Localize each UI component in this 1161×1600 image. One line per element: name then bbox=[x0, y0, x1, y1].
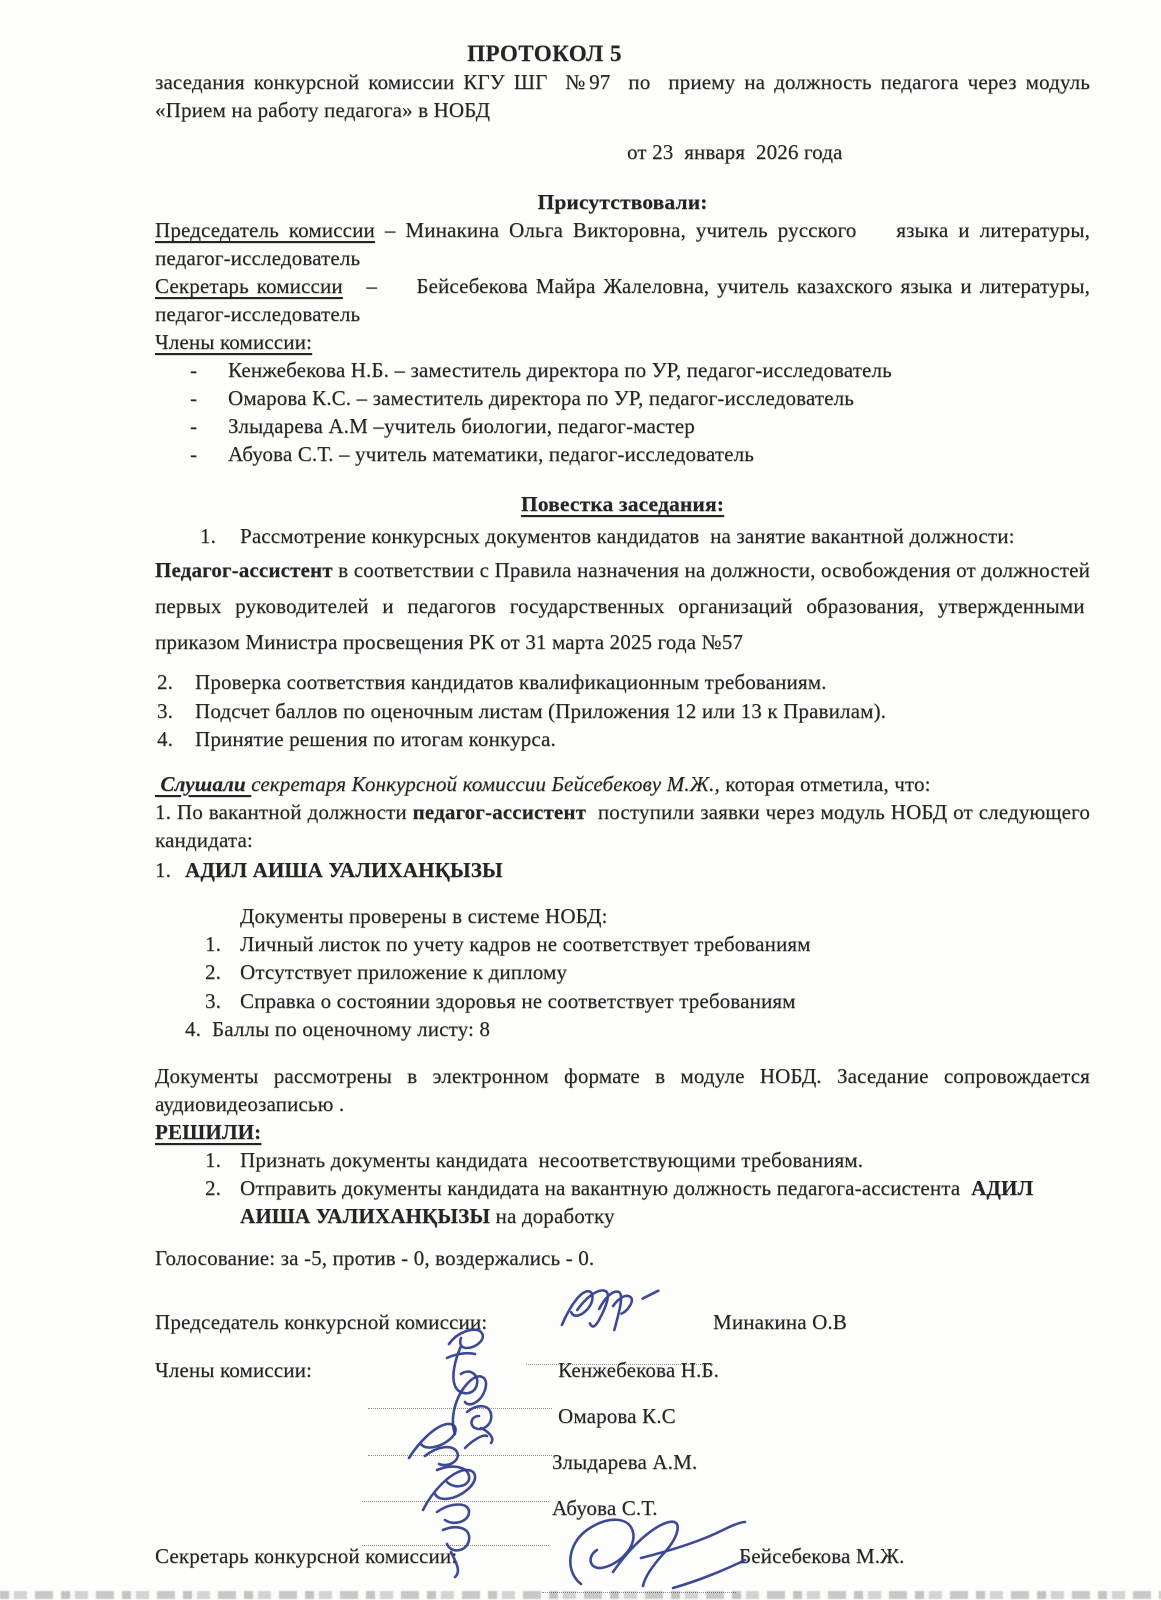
resolution-heading: РЕШИЛИ: bbox=[155, 1119, 262, 1144]
agenda-items-rest bbox=[155, 668, 1090, 754]
chair-signature-name: Минакина О.В bbox=[713, 1309, 847, 1334]
position-name-bold: Педагог-ассистент bbox=[155, 558, 333, 582]
dash-marker: - bbox=[190, 414, 198, 438]
list-number: 2. bbox=[205, 960, 222, 984]
member-signature-name: Злыдарева А.М. bbox=[552, 1449, 698, 1474]
hearing-line bbox=[155, 770, 1090, 798]
agenda-item-text: Подсчет баллов по оценочным листам (Приложения 12 или 13 к Правилам). bbox=[195, 698, 887, 723]
member-text: Кенжебекова Н.Б. – заместитель директора по УР, педагог-исследователь bbox=[228, 358, 892, 382]
doc-subtitle: заседания конкурсной комиссии КГУ ШГ №97 по приему на должность педагога через модуль «Прием на работу педагога» в НОБД bbox=[155, 70, 1090, 122]
resolution-item-text bbox=[240, 1174, 1090, 1230]
candidate-line bbox=[155, 856, 1090, 884]
list-number: 1. bbox=[205, 1147, 222, 1172]
members-heading: Члены комиссии: bbox=[155, 330, 313, 354]
page-title: ПРОТОКОЛ 5 bbox=[467, 41, 622, 66]
position-name-bold: педагог-ассистент bbox=[412, 799, 587, 824]
check-item-text: Отсутствует приложение к диплому bbox=[240, 960, 568, 984]
doc-date: от 23 января 2026 года bbox=[627, 140, 843, 164]
dash-marker: - bbox=[190, 358, 198, 382]
agenda-item-text: Рассмотрение конкурсных документов кандидатов на занятие вакантной должности: bbox=[240, 524, 1015, 548]
agenda-item-2 bbox=[155, 668, 1090, 697]
member-text: Абуова С.Т. – учитель математики, педагог-исследователь bbox=[228, 442, 755, 466]
list-number: 2. bbox=[157, 670, 174, 694]
chair-signature-label: Председатель конкурсной комиссии: bbox=[155, 1309, 488, 1334]
dash-marker: - bbox=[190, 386, 198, 410]
signatures-section bbox=[155, 1272, 1090, 1600]
list-number: 1. bbox=[200, 524, 217, 548]
agenda-item-text: Принятие решения по итогам конкурса. bbox=[195, 727, 556, 751]
dash-marker: - bbox=[190, 442, 198, 466]
vote-line: Голосование: за -5, против - 0, воздержались - 0. bbox=[155, 1245, 595, 1270]
chair-line bbox=[155, 216, 1090, 272]
members-signature-label: Члены комиссии: bbox=[155, 1357, 313, 1382]
candidate-name: АИША УАЛИХАНҚЫЗЫ bbox=[240, 1203, 491, 1228]
attendees-heading: Присутствовали: bbox=[537, 190, 708, 214]
signature-handwriting-abuova bbox=[411, 1464, 491, 1579]
list-number: 3. bbox=[157, 698, 174, 723]
check-item-4 bbox=[155, 1015, 1090, 1044]
review-note: Документы рассмотрены в электронном формате в модуле НОБД. Заседание сопровождается аудиовидеозаписью . bbox=[155, 1063, 1090, 1116]
member-signature-name: Абуова С.Т. bbox=[552, 1495, 658, 1520]
signature-handwriting-minakina bbox=[554, 1274, 677, 1335]
applications-pre: 1. По вакантной должности bbox=[155, 799, 413, 824]
agenda-item-4 bbox=[155, 725, 1090, 754]
resolution-item-2 bbox=[155, 1174, 1090, 1230]
resolution-pre: Отправить документы кандидата на вакантную должность педагога-ассистента bbox=[240, 1175, 972, 1200]
member-item bbox=[155, 440, 1090, 468]
member-signature-name: Кенжебекова Н.Б. bbox=[558, 1357, 720, 1382]
member-item bbox=[155, 412, 1090, 440]
list-number: 4. bbox=[157, 727, 174, 751]
check-item-2 bbox=[155, 958, 1090, 987]
member-signature-name: Омарова К.С bbox=[558, 1403, 676, 1428]
agenda-item-3 bbox=[155, 697, 1090, 726]
member-item bbox=[155, 356, 1090, 384]
agenda-heading: Повестка заседания: bbox=[520, 492, 725, 516]
check-item-text: Личный листок по учету кадров не соответствует требованиям bbox=[240, 931, 811, 956]
member-text: Злыдарева А.М –учитель биологии, педагог-мастер bbox=[228, 414, 695, 438]
chair-label: Председатель комиссии bbox=[155, 218, 375, 242]
resolution-item-text: Признать документы кандидата несоответствующими требованиям. bbox=[240, 1147, 864, 1172]
list-number: 2. bbox=[205, 1175, 222, 1200]
check-item-text: Справка о состоянии здоровья не соответствует требованиям bbox=[240, 988, 796, 1013]
applications-line bbox=[155, 798, 1090, 854]
list-number: 4. bbox=[185, 1017, 202, 1041]
member-text: Омарова К.С. – заместитель директора по УР, педагог-исследователь bbox=[228, 386, 854, 410]
agenda-item-text: Проверка соответствия кандидатов квалификационным требованиям. bbox=[195, 670, 827, 694]
secretary-signature-label: Секретарь конкурсной комиссии: bbox=[155, 1543, 458, 1568]
check-item-3 bbox=[155, 987, 1090, 1016]
heard-italic: секретаря Конкурсной комиссии Бейсебекову М.Ж., bbox=[251, 771, 720, 796]
resolution-post: на доработку bbox=[490, 1203, 615, 1228]
list-number: 1. bbox=[205, 931, 222, 956]
applications-post: поступили заявки через модуль НОБД от следующего кандидата: bbox=[155, 799, 1090, 852]
chair-text: – Минакина Ольга Викторовна, учитель русского языка и литературы, педагог-исследователь bbox=[155, 218, 1090, 270]
secretary-line bbox=[155, 272, 1090, 328]
scan-artifact-strip bbox=[0, 1591, 1161, 1599]
heard-label: Слушали bbox=[155, 771, 252, 796]
secretary-signature-name: Бейсебекова М.Ж. bbox=[739, 1543, 905, 1568]
docs-check-heading: Документы проверены в системе НОБД: bbox=[240, 903, 608, 928]
list-number: 1. bbox=[155, 857, 172, 882]
secretary-label: Секретарь комиссии bbox=[155, 274, 343, 298]
check-item-1 bbox=[155, 930, 1090, 959]
candidate-name: АДИЛ bbox=[971, 1175, 1034, 1200]
signature-handwriting-beisebekova bbox=[553, 1510, 748, 1600]
agenda-body bbox=[155, 552, 1090, 660]
heard-rest: которая отметила, что: bbox=[719, 771, 931, 796]
check-item-text: Баллы по оценочному листу: 8 bbox=[212, 1017, 491, 1041]
agenda-body-text: в соответствии с Правила назначения на должности, освобождения от должностей первых руководителей и педагогов государственных организаций образования, утвержденными приказом Министра просвещения РК от 31 марта 2025 года №57 bbox=[155, 558, 1090, 654]
secretary-text: – Бейсебекова Майра Жалеловна, учитель казахского языка и литературы, педагог-исследователь bbox=[155, 274, 1090, 326]
resolution-item-1 bbox=[155, 1146, 1090, 1174]
list-number: 3. bbox=[205, 988, 222, 1013]
member-item bbox=[155, 384, 1090, 412]
agenda-item-1 bbox=[155, 522, 1090, 550]
candidate-name: АДИЛ АИША УАЛИХАНҚЫЗЫ bbox=[185, 857, 503, 882]
